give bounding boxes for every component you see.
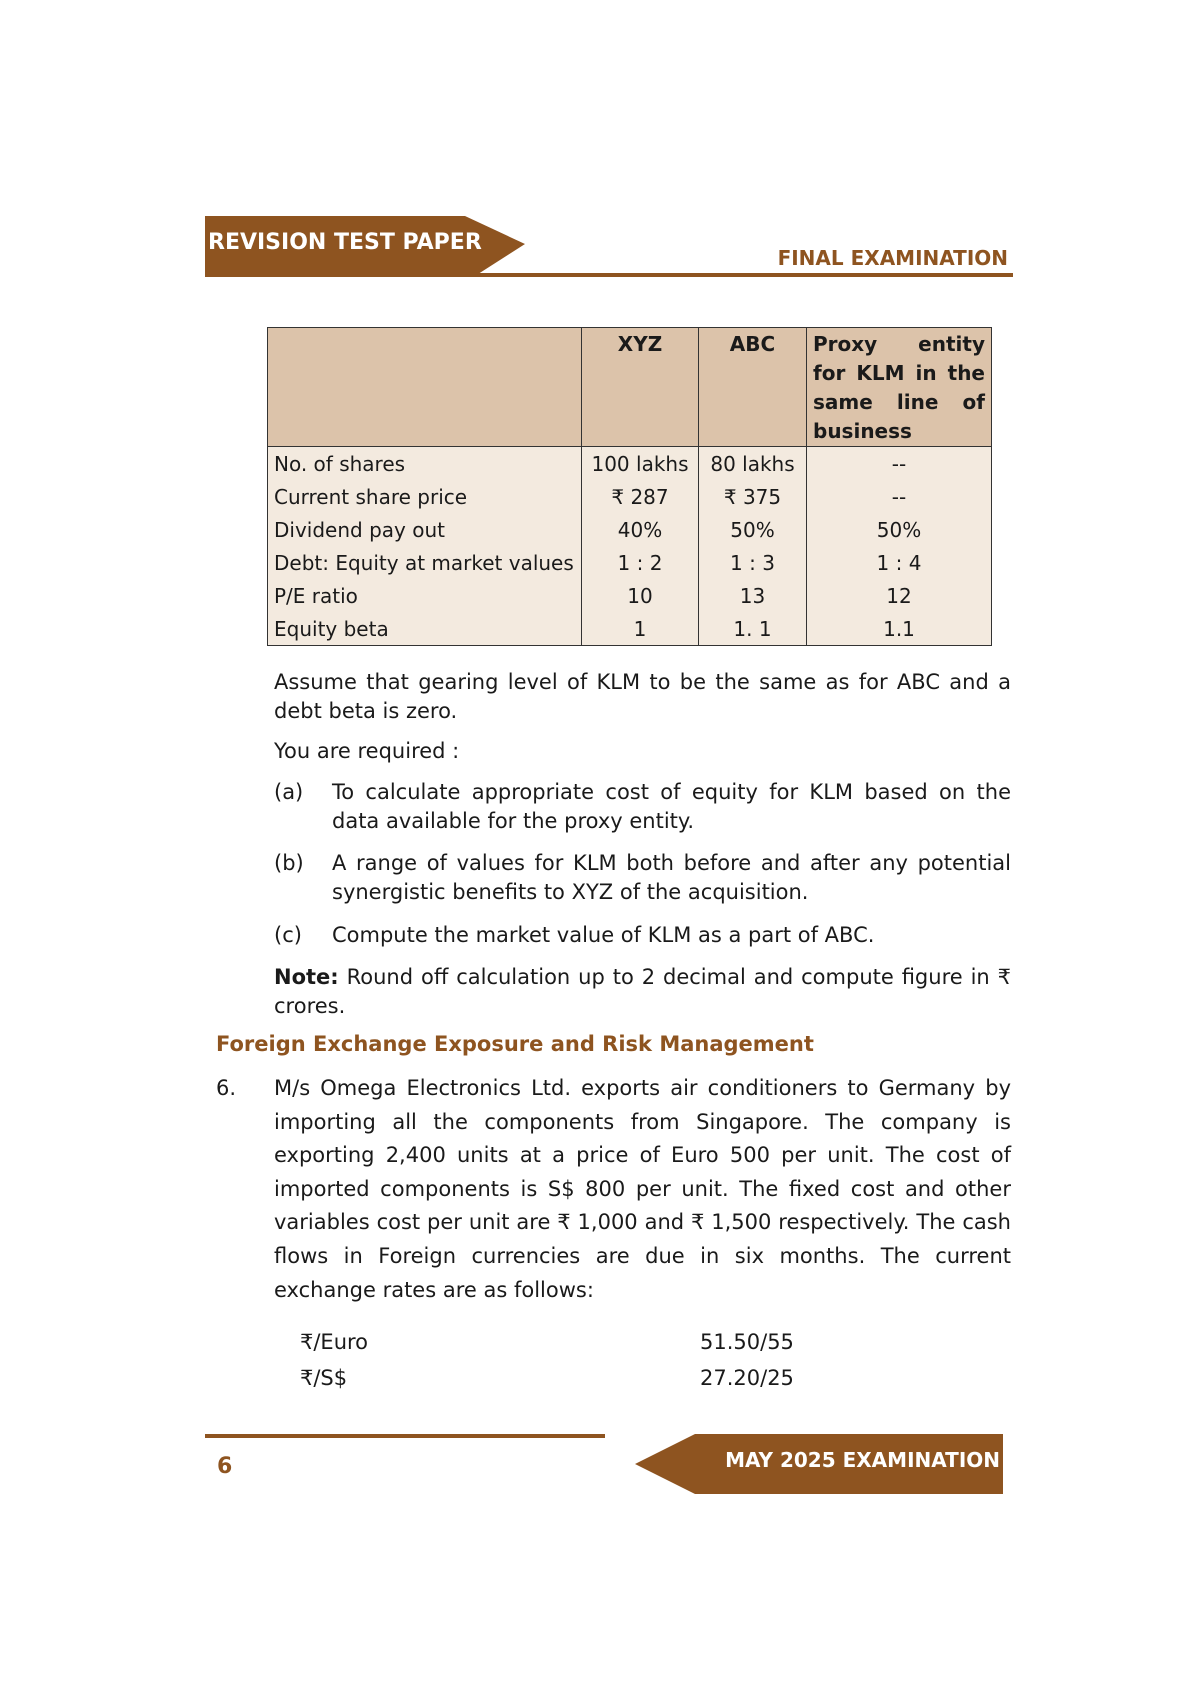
question-text: M/s Omega Electronics Ltd. exports air conditioners to Germany by importing all the components from Singapore. The company is exporting 2,400 units at a price of Euro 500 per unit. The cost of imported components is S$ 800 per unit. The fixed cost and other variables cost per unit are ₹ 1,000 and ₹ 1,500 respectively. The cash flows in Foreign currencies are due in six months. The current exchange rates are as follows: (274, 1076, 1011, 1302)
item-label: (a) (274, 780, 304, 804)
table-row (268, 546, 992, 579)
table-cell: Equity beta (268, 612, 582, 646)
page-number: 6 (217, 1454, 233, 1479)
footer-rule (205, 1434, 605, 1438)
table-cell: 80 lakhs (699, 447, 807, 481)
table-cell: 1.1 (807, 612, 992, 646)
table-header-cell: XYZ (582, 328, 699, 447)
rate-value: 27.20/25 (700, 1366, 794, 1390)
table-cell: 12 (807, 579, 992, 612)
assumption-paragraph: Assume that gearing level of KLM to be the same as for ABC and a debt beta is zero. (274, 670, 1011, 723)
table-header-cell: ABC (699, 328, 807, 447)
table-header-cell (268, 328, 582, 447)
table-row (268, 513, 992, 546)
table-cell: Dividend pay out (268, 513, 582, 546)
table-cell: ₹ 287 (582, 480, 699, 513)
table-cell: No. of shares (268, 447, 582, 481)
table-cell: 10 (582, 579, 699, 612)
table-cell: 40% (582, 513, 699, 546)
table-cell: Debt: Equity at market values (268, 546, 582, 579)
item-text: To calculate appropriate cost of equity for KLM based on the data available for the proxy entity. (332, 780, 1011, 833)
rate-pair: ₹/S$ (300, 1366, 348, 1390)
table-cell: ₹ 375 (699, 480, 807, 513)
item-text: A range of values for KLM both before and after any potential synergistic benefits to XYZ of the acquisition. (332, 851, 1011, 904)
table-cell: 100 lakhs (582, 447, 699, 481)
header-rule (205, 273, 1013, 277)
item-label: (c) (274, 923, 302, 947)
table-cell: P/E ratio (268, 579, 582, 612)
table-cell: -- (807, 480, 992, 513)
table-cell: 13 (699, 579, 807, 612)
header-left-title: REVISION TEST PAPER (208, 230, 482, 255)
table-row (268, 447, 992, 481)
section-heading: Foreign Exchange Exposure and Risk Management (216, 1032, 814, 1056)
table-cell: Current share price (268, 480, 582, 513)
note-paragraph (274, 963, 1011, 1021)
table-cell: 1 (582, 612, 699, 646)
table-cell: 50% (807, 513, 992, 546)
item-text: Compute the market value of KLM as a part of ABC. (332, 923, 875, 947)
footer-exam-label: MAY 2025 EXAMINATION (725, 1448, 1000, 1472)
table-cell: -- (807, 447, 992, 481)
table-row (268, 612, 992, 646)
table-cell: 50% (699, 513, 807, 546)
note-label: Note: (274, 965, 339, 989)
header-right-title: FINAL EXAMINATION (777, 246, 1008, 270)
rate-pair: ₹/Euro (300, 1330, 369, 1354)
table-cell: 1 : 3 (699, 546, 807, 579)
question-number: 6. (216, 1076, 237, 1100)
note-text: Round off calculation up to 2 decimal and compute figure in ₹ crores. (274, 965, 1011, 1018)
table-header-cell: Proxy entity for KLM in the same line of business (807, 328, 992, 447)
item-label: (b) (274, 851, 304, 875)
table-row (268, 579, 992, 612)
company-data-table (267, 327, 992, 646)
required-paragraph: You are required : (274, 739, 460, 763)
table-row (268, 480, 992, 513)
table-cell: 1 : 2 (582, 546, 699, 579)
rate-value: 51.50/55 (700, 1330, 794, 1354)
table-cell: 1 : 4 (807, 546, 992, 579)
table-header-row (268, 328, 992, 447)
table-cell: 1. 1 (699, 612, 807, 646)
